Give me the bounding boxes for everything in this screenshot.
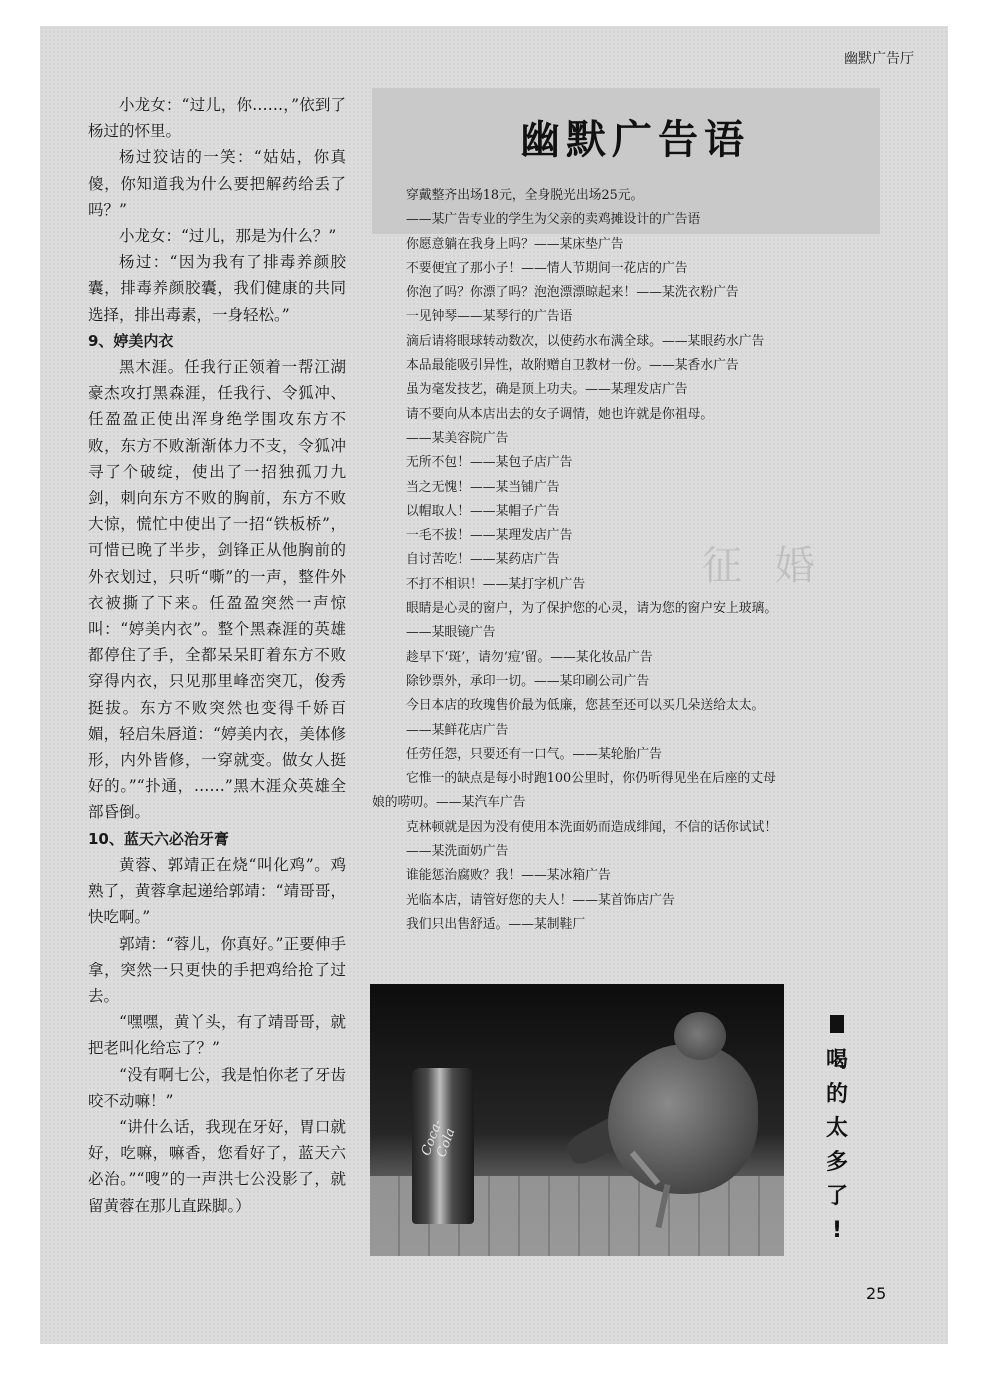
caption-char: 多: [825, 1150, 848, 1175]
ad-slogan-line: 以帽取人！——某帽子广告: [406, 503, 560, 519]
square-bullet-icon: [830, 1015, 844, 1033]
ad-slogan-line: 一见钟琴——某琴行的广告语: [406, 309, 573, 325]
story-paragraph: 小龙女：“过儿，你……，”依到了杨过的怀里。: [88, 96, 346, 141]
ad-slogan-line: ——某眼镜广告: [406, 625, 496, 641]
ad-slogan-line: 娘的唠叨。——某汽车广告: [372, 795, 526, 811]
story-paragraph: “嘿嘿，黄丫头，有了靖哥哥，就把老叫化给忘了？”: [88, 1013, 346, 1058]
ad-slogan-line: 本品最能吸引异性，故附赠自卫教材一份。——某香水广告: [406, 358, 739, 374]
ad-slogan-line: 不要便宜了那小子！——情人节期间一花店的广告: [406, 260, 688, 276]
heading-10: 10、蓝天六必治牙膏: [88, 829, 229, 848]
ad-slogan-line: 请不要向从本店出去的女子调情，她也许就是你祖母。: [406, 406, 714, 422]
caption-char: !: [831, 1218, 843, 1243]
ad-slogan-line: 克林顿就是因为没有使用本洗面奶而造成绯闻，不信的话你试试！: [406, 819, 778, 835]
story-paragraph: 黑木涯。任我行正领着一帮江湖豪杰攻打黑森涯，任我行、令狐冲、任盈盈正使出浑身绝学围攻东方不败，东方不败渐渐体力不支，令狐冲寻了个破绽，使出了一招独孤刀九剑，刺向东方不败的胸前，东方不败大惊，慌忙中使出了一招“铁板桥”，可惜已晚了半步，剑锋正从他胸前的外衣划过，只听“嘶”的一声，整件外衣被撕了下来。任盈盈突然一声惊叫：“婷美内衣”。整个黑森涯的英雄都停住了手，全都呆呆盯着东方不败穿得内衣，只见那里峰峦突兀，俊秀挺拔。东方不败突然也变得千娇百媚，轻启朱唇道：“婷美内衣，美体修形，内外皆修，一穿就变。做女人挺好的。”“扑通，……”黑木涯众英雄全部昏倒。: [88, 358, 346, 822]
ad-slogan-line: ——某洗面奶广告: [406, 844, 509, 860]
page-number: 25: [866, 1284, 887, 1303]
ad-slogan-line: ——某广告专业的学生为父亲的卖鸡摊设计的广告语: [406, 212, 701, 228]
ad-slogan-line: 任劳任怨，只要还有一口气。——某轮胎广告: [406, 746, 662, 762]
ad-slogan-line: 趁早下‘斑’，请勿‘痘’留。——某化妆品广告: [406, 649, 653, 665]
left-column: [88, 92, 346, 1219]
faded-background-text: 征 婚: [702, 543, 825, 589]
heading-9: 9、婷美内衣: [88, 331, 174, 350]
story-paragraph: “讲什么话，我现在牙好，胃口就好，吃嘛，嘛香，您看好了，蓝天六必治。”“嗖”的一声洪七公没影了，就留黄蓉在那儿直跺脚。）: [88, 1117, 346, 1215]
ad-slogan-line: 今日本店的玫瑰售价最为低廉，您甚至还可以买几朵送给太太。: [406, 698, 765, 714]
caption-char: 的: [825, 1082, 848, 1107]
pigeon-coke-photo: [370, 984, 784, 1256]
story-paragraph: “没有啊七公，我是怕你老了牙齿咬不动嘛！”: [88, 1065, 346, 1110]
ad-slogan-line: 谁能惩治腐败？我！——某冰箱广告: [406, 868, 611, 884]
ad-slogan-line: 除钞票外，承印一切。——某印刷公司广告: [406, 673, 650, 689]
ad-slogan-line: ——某鲜花店广告: [406, 722, 509, 738]
ad-slogan-line: 它惟一的缺点是每小时跑100公里时，你仍听得见坐在后座的丈母: [406, 771, 776, 787]
ad-slogan-line: 虽为毫发技艺，确是顶上功夫。——某理发店广告: [406, 382, 688, 398]
story-paragraphs-2: [88, 354, 346, 826]
caption-char: 喝: [825, 1048, 848, 1073]
photo-caption: [822, 1010, 852, 1248]
ad-slogan-list: [372, 184, 882, 937]
story-paragraph: 郭靖：“蓉儿，你真好。”正要伸手拿，突然一只更快的手把鸡给抢了过去。: [88, 934, 346, 1005]
pigeon-head: [674, 1012, 726, 1060]
story-paragraph: 杨过狡诘的一笑：“姑姑，你真傻，你知道我为什么要把解药给丢了吗？”: [88, 148, 346, 219]
caption-char: 太: [825, 1116, 848, 1141]
ad-slogan-line: 不打不相识！——某打字机广告: [406, 576, 586, 592]
caption-characters: [822, 1044, 852, 1248]
caption-char: 了: [825, 1184, 848, 1209]
ad-slogan-line: 无所不包！——某包子店广告: [406, 455, 573, 471]
story-paragraph: 小龙女：“过儿，那是为什么？”: [119, 227, 337, 246]
ad-slogan-line: 你泡了吗？你漂了吗？泡泡漂漂晾起来！——某洗衣粉广告: [406, 285, 739, 301]
ad-slogan-line: 自讨苦吃！——某药店广告: [406, 552, 560, 568]
ad-slogan-line: 光临本店，请管好您的夫人！——某首饰店广告: [406, 892, 675, 908]
ad-slogan-line: 当之无愧！——某当铺广告: [406, 479, 560, 495]
ad-slogan-line: 你愿意躺在我身上吗？——某床垫广告: [406, 236, 624, 252]
ad-slogan-line: 滴后请将眼球转动数次，以使药水布满全球。——某眼药水广告: [406, 333, 765, 349]
ad-slogan-line: 一毛不拔！——某理发店广告: [406, 528, 573, 544]
story-paragraph: 黄蓉、郭靖正在烧“叫化鸡”。鸡熟了，黄蓉拿起递给郭靖：“靖哥哥，快吃啊。”: [88, 855, 346, 927]
ad-slogan-line: 眼睛是心灵的窗户，为了保护您的心灵，请为您的窗户安上玻璃。: [406, 601, 778, 617]
ad-title: 幽默广告语: [520, 117, 750, 163]
can-logo: Coca-Cola: [418, 1117, 459, 1160]
ad-slogan-line: 我们只出售舒适。——某制鞋厂: [406, 916, 586, 932]
story-paragraph: 杨过：“因为我有了排毒养颜胶囊，排毒养颜胶囊，我们健康的共同选择，排出毒素，一身轻松。”: [88, 253, 346, 324]
ad-slogan-line: ——某美容院广告: [406, 430, 509, 446]
pigeon-body: [608, 1044, 758, 1194]
story-paragraphs-3: [88, 852, 346, 1219]
ad-slogan-line: 穿戴整齐出场18元，全身脱光出场25元。: [406, 188, 644, 203]
story-paragraphs-1: [88, 92, 346, 328]
section-header: 幽默广告厅: [844, 51, 914, 67]
